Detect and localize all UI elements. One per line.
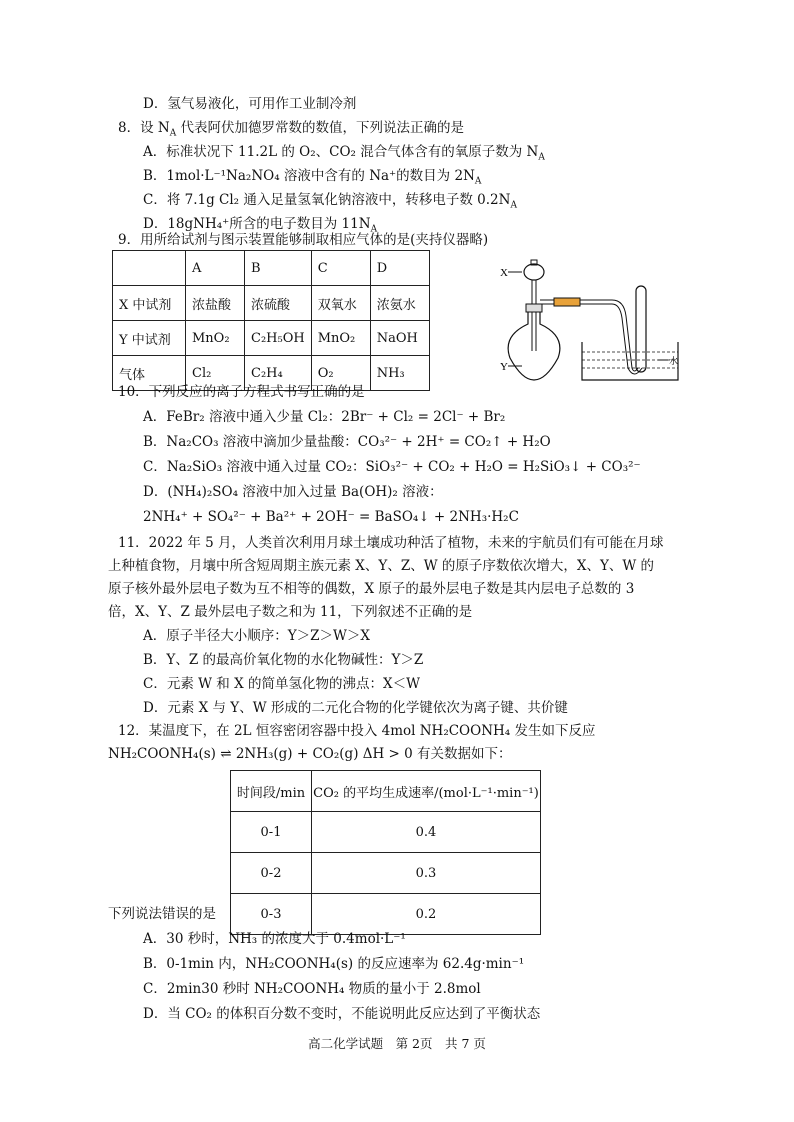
q11-option-a: A．原子半径大小顺序：Y＞Z＞W＞X bbox=[143, 628, 371, 644]
q10-option-a: A．FeBr₂ 溶液中通入少量 Cl₂：2Br⁻ + Cl₂ = 2Cl⁻ + Br₂ bbox=[143, 409, 506, 425]
q10-option-d: D．(NH₄)₂SO₄ 溶液中加入过量 Ba(OH)₂ 溶液： bbox=[143, 484, 443, 500]
q11-stem-line3: 原子核外最外层电子数为互不相等的偶数，X 原子的最外层电子数是其内层电子总数的 3 bbox=[108, 581, 635, 597]
page-footer: 高二化学试题 第 2页 共 7 页 bbox=[308, 1036, 486, 1051]
q12-option-b: B．0-1min 内，NH₂COONH₄(s) 的反应速率为 62.4g·min⁻¹ bbox=[143, 956, 525, 972]
q11-option-b: B．Y、Z 的最高价氧化物的水化物碱性：Y＞Z bbox=[143, 652, 424, 668]
q9-stem: 9．用所给试剂与图示装置能够制取相应气体的是(夹持仪器略) bbox=[118, 232, 489, 248]
table-row: 0-2 0.3 bbox=[231, 853, 541, 894]
q11-stem-line4: 倍，X、Y、Z 最外层电子数之和为 11，下列叙述不正确的是 bbox=[108, 604, 473, 620]
table-row: 0-1 0.4 bbox=[231, 812, 541, 853]
label-x: X bbox=[500, 267, 508, 279]
q7-option-d: D．氢气易液化，可用作工业制冷剂 bbox=[143, 96, 357, 112]
label-y: Y bbox=[500, 361, 508, 373]
gas-generation-apparatus-diagram bbox=[492, 256, 682, 386]
q12-option-d: D．当 CO₂ 的体积百分数不变时，不能说明此反应达到了平衡状态 bbox=[143, 1006, 541, 1022]
label-water: 水 bbox=[669, 357, 679, 367]
q8-option-d: D．18gNH₄⁺所含的电子数目为 $11N_A$ bbox=[143, 216, 378, 235]
q12-prompt: 下列说法错误的是 bbox=[108, 906, 216, 922]
q9-table bbox=[112, 250, 430, 391]
q11-stem-line1: 11．2022 年 5 月，人类首次利用月球土壤成功种活了植物，未来的宇航员们有可能在月球 bbox=[118, 535, 664, 551]
q12-table bbox=[230, 770, 541, 935]
q12-reaction: NH₂COONH₄(s) ⇌ 2NH₃(g) + CO₂(g) ΔH > 0 有关数据如下： bbox=[108, 746, 512, 762]
q10-option-c: C．Na₂SiO₃ 溶液中通入过量 CO₂：SiO₃²⁻ + CO₂ + H₂O = H₂SiO₃↓ + CO₃²⁻ bbox=[143, 459, 641, 475]
q11-option-d: D．元素 X 与 Y、W 形成的二元化合物的化学键依次为离子键、共价键 bbox=[143, 700, 568, 716]
q10-option-d-equation: 2NH₄⁺ + SO₄²⁻ + Ba²⁺ + 2OH⁻ = BaSO₄↓ + 2NH₃·H₂C bbox=[143, 509, 519, 525]
q8-option-b: B．1mol·L⁻¹Na₂NO₄ 溶液中含有的 Na⁺的数目为 $2N_A$ bbox=[143, 168, 482, 187]
table-row: 时间段/min CO₂ 的平均生成速率/(mol·L⁻¹·min⁻¹) bbox=[231, 771, 541, 812]
table-row: 气体 Cl₂ C₂H₄ O₂ NH₃ bbox=[113, 356, 430, 391]
q12-stem: 12．某温度下，在 2L 恒容密闭容器中投入 4mol NH₂COONH₄ 发生如下反应 bbox=[118, 723, 596, 739]
table-row: 0-3 0.2 bbox=[231, 894, 541, 935]
q12-option-c: C．2min30 秒时 NH₂COONH₄ 物质的量小于 2.8mol bbox=[143, 981, 481, 997]
q10-option-b: B．Na₂CO₃ 溶液中滴加少量盐酸：CO₃²⁻ + 2H⁺ = CO₂↑ + H₂O bbox=[143, 434, 551, 450]
table-row: A B C D bbox=[113, 251, 430, 286]
table-row: Y 中试剂 MnO₂ C₂H₅OH MnO₂ NaOH bbox=[113, 321, 430, 356]
table-row: X 中试剂 浓盐酸 浓硫酸 双氧水 浓氨水 bbox=[113, 286, 430, 321]
q12-option-a: A．30 秒时，NH₃ 的浓度大于 0.4mol·L⁻¹ bbox=[143, 931, 406, 947]
q10-stem: 10．下列反应的离子方程式书写正确的是 bbox=[118, 384, 365, 400]
q8-stem: 8．设 $N_A$ 代表阿伏加德罗常数的数值，下列说法正确的是 bbox=[118, 120, 464, 139]
q11-option-c: C．元素 W 和 X 的简单氢化物的沸点：X＜W bbox=[143, 676, 420, 692]
q8-option-a: A．标准状况下 11.2L 的 O₂、CO₂ 混合气体含有的氧原子数为 $N_A$ bbox=[143, 144, 545, 163]
q11-stem-line2: 上种植食物，月壤中所含短周期主族元素 X、Y、Z、W 的原子序数依次增大，X、Y、W 的 bbox=[108, 558, 655, 574]
q8-option-c: C．将 7.1g Cl₂ 通入足量氢氧化钠溶液中，转移电子数 $0.2N_A$ bbox=[143, 192, 517, 211]
